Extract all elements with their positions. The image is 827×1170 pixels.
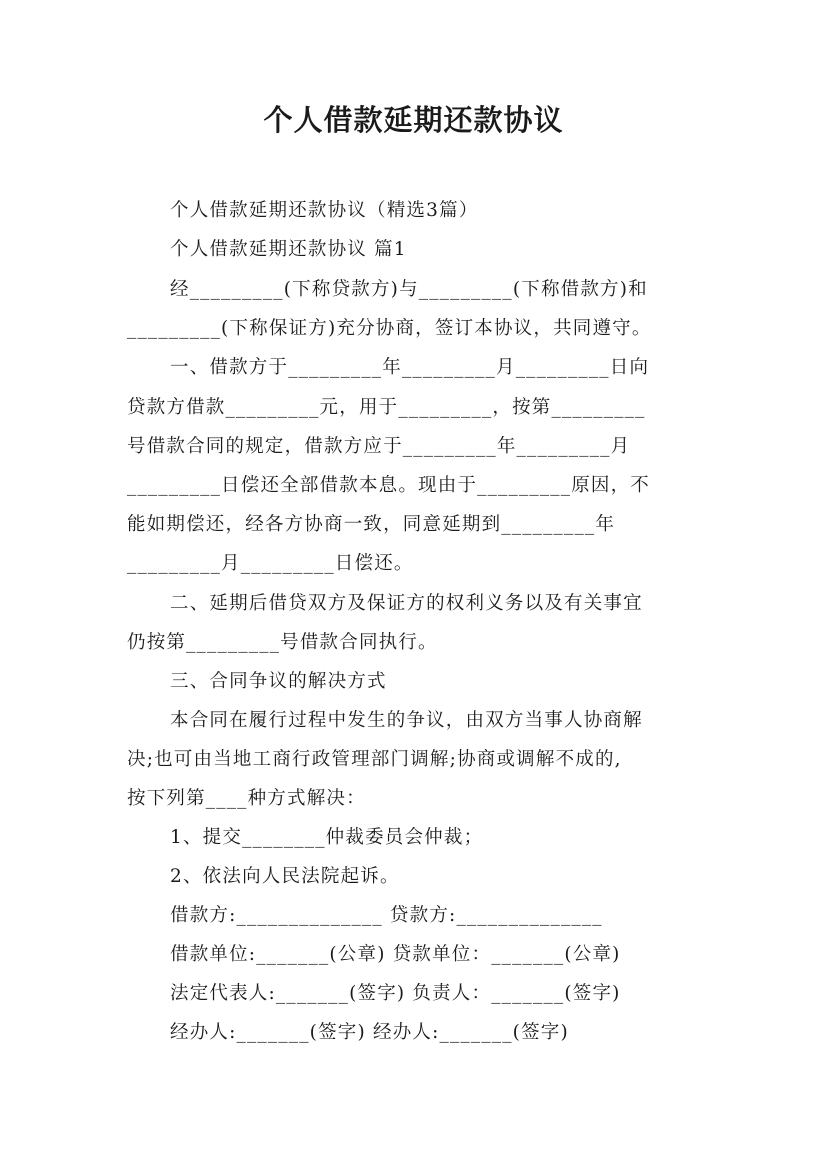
- clause-one-line: 号借款合同的规定，借款方应于_________年_________月: [127, 436, 631, 457]
- paragraph-line: _________(下称保证方)充分协商，签订本协议，共同遵守。: [127, 318, 652, 339]
- clause-three-line: 按下列第____种方式解决：: [127, 788, 366, 809]
- section-heading: 个人借款延期还款协议 篇1: [170, 239, 407, 260]
- signature-line: 经办人:_______(签字) 经办人:_______(签字): [170, 1022, 569, 1043]
- subtitle-selection: 个人借款延期还款协议（精选3篇）: [170, 200, 479, 221]
- option-item: 2、依法向人民法院起诉。: [170, 866, 400, 887]
- document-title: 个人借款延期还款协议: [263, 103, 564, 137]
- clause-two-line: 二、延期后借贷双方及保证方的权利义务以及有关事宜: [170, 593, 643, 614]
- clause-one-line: 能如期偿还，经各方协商一致，同意延期到_________年: [127, 514, 616, 535]
- clause-one-line: 一、借款方于_________年_________月_________日向: [170, 357, 650, 378]
- signature-line: 借款方:______________ 贷款方:______________: [170, 905, 603, 926]
- clause-one-line: _________日偿还全部借款本息。现由于_________原因，不: [127, 475, 651, 496]
- option-item: 1、提交________仲裁委员会仲裁；: [170, 827, 484, 848]
- signature-line: 法定代表人:_______(签字) 负责人：_______(签字): [170, 983, 621, 1004]
- clause-two-line: 仍按第_________号借款合同执行。: [127, 632, 438, 653]
- clause-three-heading: 三、合同争议的解决方式: [170, 671, 387, 692]
- clause-three-line: 决;也可由当地工商行政管理部门调解;协商或调解不成的,: [127, 749, 622, 770]
- signature-line: 借款单位:_______(公章) 贷款单位：_______(公章): [170, 944, 621, 965]
- clause-one-line: 贷款方借款_________元，用于_________，按第_________: [127, 397, 646, 418]
- paragraph-line: 经_________(下称贷款方)与_________(下称借款方)和: [170, 279, 648, 300]
- clause-one-line: _________月_________日偿还。: [127, 553, 414, 574]
- clause-three-line: 本合同在履行过程中发生的争议，由双方当事人协商解: [170, 710, 643, 731]
